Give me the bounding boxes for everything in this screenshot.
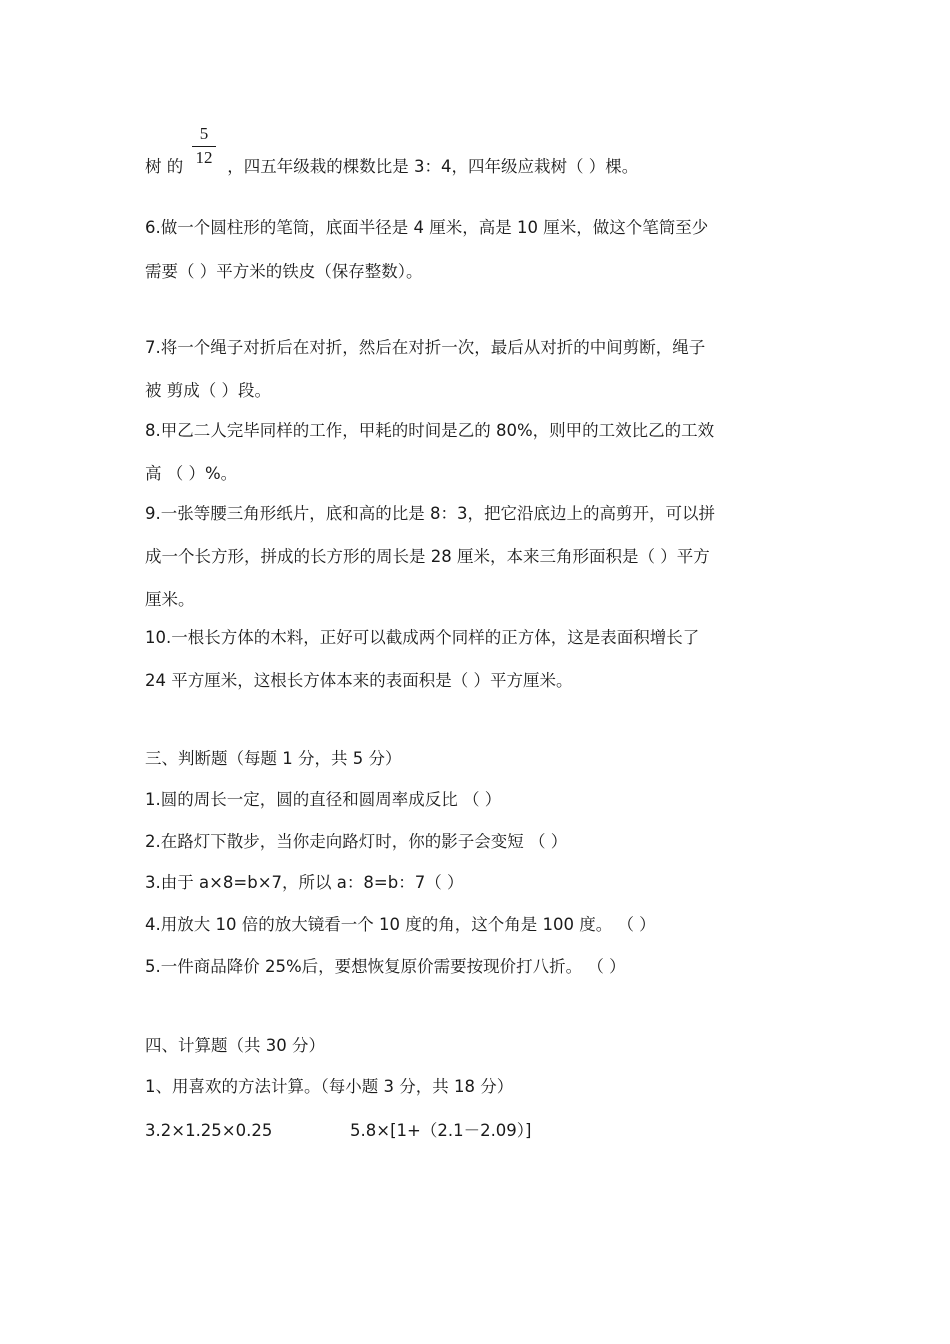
judgement-item-3: 3.由于 a×8=b×7，所以 a：8=b：7（ ） [145, 873, 464, 892]
q5-after-fraction: ，四五年级栽的棵数比是 3：4，四年级应栽树（ ）棵。 [227, 157, 639, 176]
judgement-item-2: 2.在路灯下散步，当你走向路灯时，你的影子会变短 （ ） [145, 832, 568, 851]
question-6-line-1: 6.做一个圆柱形的笔筒，底面半径是 4 厘米，高是 10 厘米，做这个笔筒至少 [145, 218, 709, 237]
question-5-tail [145, 156, 638, 178]
question-9-line-2: 成一个长方形，拼成的长方形的周长是 28 厘米，本来三角形面积是（ ）平方 [145, 547, 710, 566]
fraction-denominator: 12 [195, 148, 213, 167]
q5-before-fraction: 树 的 [145, 157, 184, 176]
question-8-line-1: 8.甲乙二人完毕同样的工作，甲耗的时间是乙的 80%，则甲的工效比乙的工效 [145, 421, 715, 440]
section-4-sub-1: 1、用喜欢的方法计算。（每小题 3 分，共 18 分） [145, 1077, 514, 1096]
judgement-item-5: 5.一件商品降价 25%后，要想恢复原价需要按现价打八折。 （ ） [145, 957, 626, 976]
judgement-item-1: 1.圆的周长一定，圆的直径和圆周率成反比 （ ） [145, 790, 502, 809]
section-4-title: 四、计算题（共 30 分） [145, 1036, 325, 1055]
judgement-item-4: 4.用放大 10 倍的放大镜看一个 10 度的角，这个角是 100 度。 （ ） [145, 915, 656, 934]
question-8-line-2: 高 （ ）%。 [145, 464, 238, 483]
question-7-line-2: 被 剪成（ ）段。 [145, 381, 271, 400]
calc-expression-left: 3.2×1.25×0.25 [145, 1121, 273, 1140]
question-7-line-1: 7.将一个绳子对折后在对折，然后在对折一次，最后从对折的中间剪断，绳子 [145, 338, 706, 357]
question-6-line-2: 需要（ ）平方米的铁皮（保存整数）。 [145, 262, 423, 281]
question-9-line-1: 9.一张等腰三角形纸片，底和高的比是 8：3，把它沿底边上的高剪开，可以拼 [145, 504, 715, 523]
question-10-line-2: 24 平方厘米，这根长方体本来的表面积是（ ）平方厘米。 [145, 671, 573, 690]
section-3-title: 三、判断题（每题 1 分，共 5 分） [145, 749, 402, 768]
question-9-line-3: 厘米。 [145, 590, 195, 609]
calc-expression-row [145, 1120, 532, 1142]
calc-expression-right: 5.8×[1+（2.1－2.09）] [350, 1121, 532, 1140]
fraction-bar [192, 146, 216, 147]
fraction-numerator: 5 [199, 124, 209, 143]
question-10-line-1: 10.一根长方体的木料，正好可以截成两个同样的正方体，这是表面积增长了 [145, 628, 700, 647]
